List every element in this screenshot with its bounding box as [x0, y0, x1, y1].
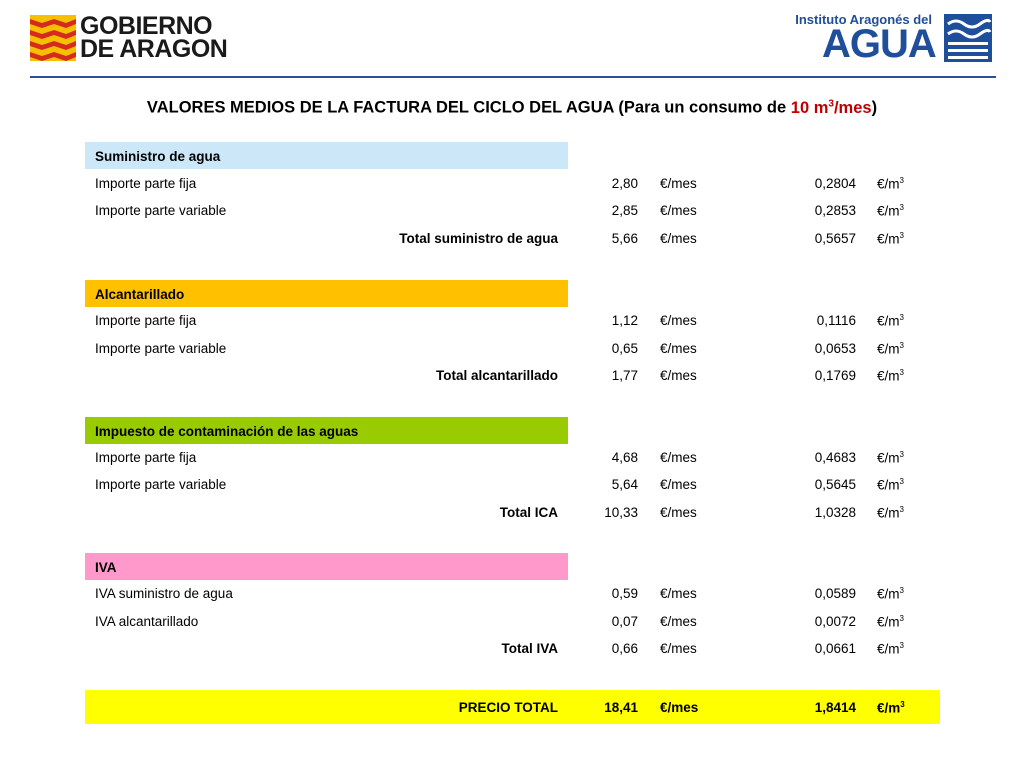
section-header-alcantarillado: Alcantarillado: [85, 280, 568, 307]
table-row: Importe parte fija 1,12 €/mes 0,1116 $€/m^3$: [95, 313, 904, 329]
section-total-row: Total IVA 0,66 €/mes 0,0661 $€/m^3$: [501, 641, 904, 657]
section-header-ica: Impuesto de contaminación de las aguas: [85, 417, 568, 444]
table-row: IVA alcantarillado 0,07 €/mes 0,0072 $€/m^3$: [95, 614, 904, 630]
instituto-aragones-agua-logo: [795, 12, 992, 66]
section-total-row: Total alcantarillado 1,77 €/mes 0,1769 $€/m^3$: [435, 368, 904, 384]
section-total-row: Total ICA 10,33 €/mes 1,0328 $€/m^3$: [499, 505, 904, 521]
grand-total-month-unit: €/mes: [660, 700, 699, 715]
title-close: ): [871, 98, 878, 117]
title-main: VALORES MEDIOS DE LA FACTURA DEL CICLO DEL AGUA (Para un consumo de: [146, 98, 791, 117]
table-row: Importe parte fija 4,68 €/mes 0,4683 $€/m^3$: [95, 450, 904, 466]
grand-total-row: [85, 690, 940, 724]
aragon-flag-icon: [30, 15, 76, 61]
page-title: [0, 98, 1024, 118]
gov-logo-line2: DE ARAGON: [80, 35, 228, 63]
grand-total-m3: 1,8414: [814, 700, 856, 715]
table-row: IVA suministro de agua 0,59 €/mes 0,0589 $€/m^3$: [95, 586, 904, 602]
gobierno-aragon-logo: [30, 12, 227, 64]
table-row: Importe parte fija 2,80 €/mes 0,2804 $€/m^3$: [95, 176, 904, 192]
title-consumption: 10 $m^3$/mes: [790, 98, 872, 117]
header-divider: [30, 76, 996, 78]
section-header-iva: IVA: [85, 553, 568, 580]
section-total-row: Total suministro de agua 5,66 €/mes 0,5657 $€/m^3$: [399, 231, 904, 247]
grand-total-month: 18,41: [604, 700, 638, 715]
gov-logo-line1: GOBIERNO: [80, 12, 213, 40]
grand-total-m3-unit: $€/m^3$: [877, 700, 905, 716]
grand-total-label: PRECIO TOTAL: [458, 700, 558, 715]
iaa-logo-small-text: Instituto Aragonés del: [795, 12, 932, 27]
iaa-logo-big-text: AGUA: [822, 22, 936, 66]
section-header-suministro: Suministro de agua: [85, 142, 568, 169]
gov-logo-text: [80, 12, 228, 63]
water-waves-icon: [944, 14, 992, 62]
table-row: Importe parte variable 5,64 €/mes 0,5645 $€/m^3$: [95, 477, 904, 493]
table-row: Importe parte variable 0,65 €/mes 0,0653 $€/m^3$: [95, 341, 904, 357]
table-row: Importe parte variable 2,85 €/mes 0,2853 $€/m^3$: [95, 203, 904, 219]
